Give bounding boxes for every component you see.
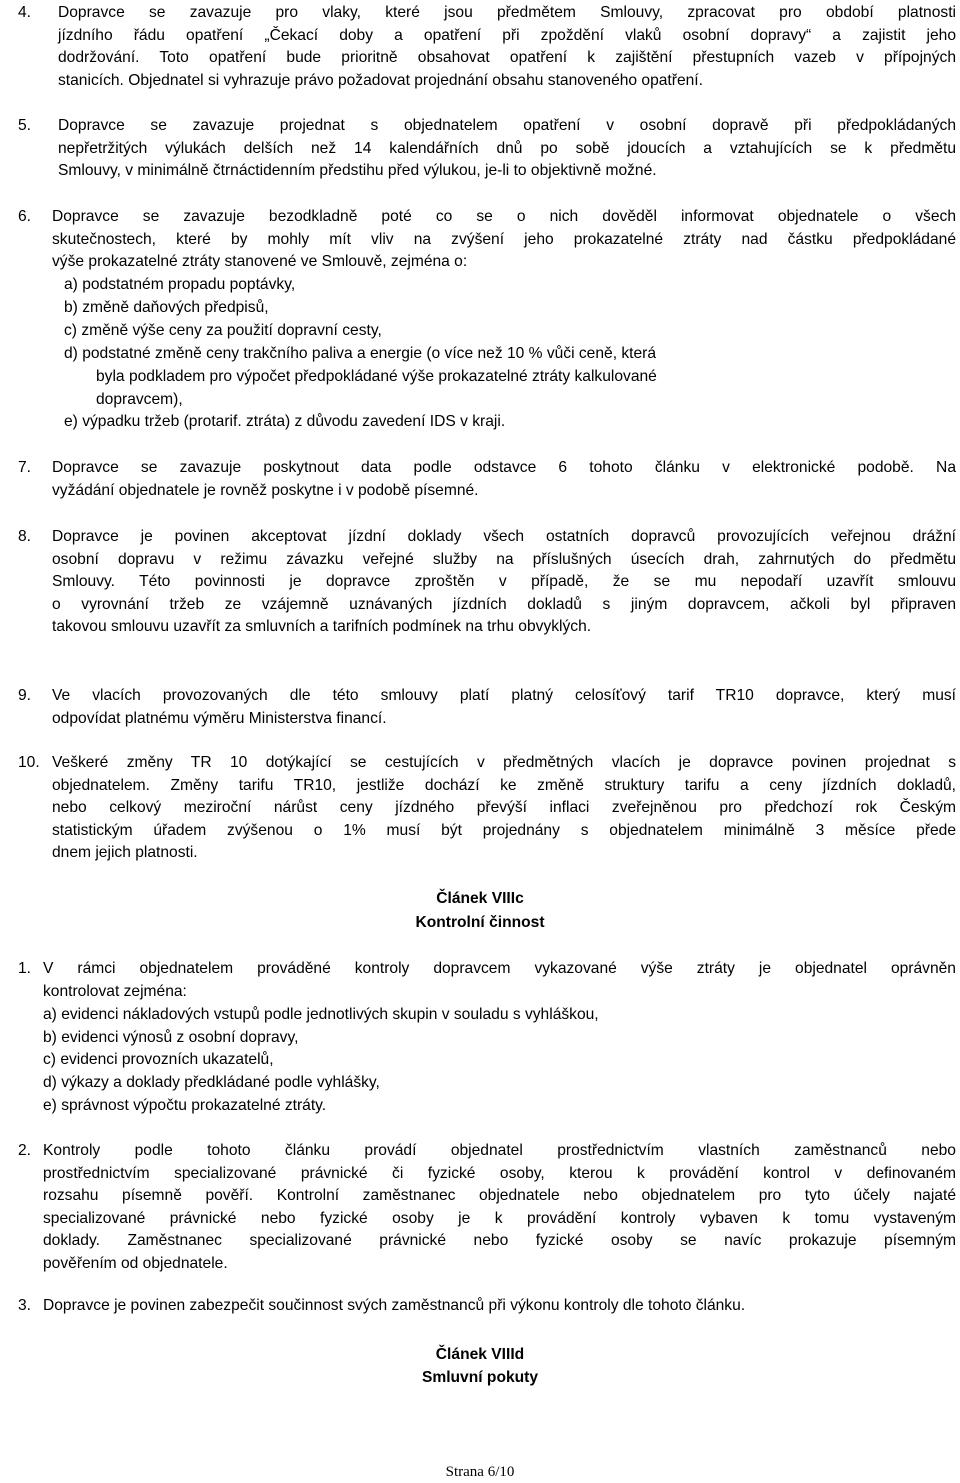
paragraph-number: 2. (18, 1142, 32, 1159)
text-line: Dopravce je povinen zabezpečit součinnost svých zaměstnanců při výkonu kontroly dle tohoto článku. (43, 1297, 746, 1314)
paragraph-10 (18, 752, 956, 888)
list-item: a) podstatném propadu poptávky, (64, 276, 296, 293)
paragraph-number: 7. (18, 459, 32, 476)
control-paragraph-2 (18, 1140, 956, 1298)
text-line: Dopravce je povinen akceptovat jízdní doklady všech ostatních dopravců provozujících veřejnou drážní (52, 528, 956, 545)
list-item: d) výkazy a doklady předkládané podle vyhlášky, (43, 1074, 380, 1091)
text-line: vyžádání objednatele je rovněž poskytne i v podobě písemné. (52, 481, 479, 499)
article-heading-title: Smluvní pokuty (421, 1369, 539, 1386)
paragraph-number: 8. (18, 528, 32, 545)
text-line: o vyrovnání tržeb ze vzájemně uznávaných jízdních dokladů s jiným dopravcem, ačkoli byl připraven (52, 595, 956, 613)
list-item: c) evidenci provozních ukazatelů, (43, 1051, 274, 1068)
text-line: V rámci objednatelem prováděné kontroly dopravcem vykazované výše ztráty je objednatel oprávněn (43, 960, 956, 977)
text-line: specializované právnické nebo fyzické osoby je k provádění kontroly vybaven k tomu vystaveným (43, 1209, 956, 1227)
paragraph-5 (18, 115, 956, 205)
text-line: rozsahu písemně pověří. Kontrolní zaměstnanec objednatele nebo objednatelem pro tyto účely najaté (43, 1187, 956, 1205)
paragraph-number: 9. (18, 687, 32, 704)
article-heading-number: Článek VIIId (435, 1346, 525, 1363)
text-line: doklady. Zaměstnanec specializované právnické nebo fyzické osoby se navíc prokazuje písemným (43, 1232, 956, 1250)
text-line: Kontroly podle tohoto článku provádí objednatel prostřednictvím vlastních zaměstnanců nebo (43, 1142, 956, 1159)
paragraph-number: 10. (18, 754, 40, 771)
text-line: dodržování. Toto opatření bude prioritně obsahovat opatření k zajištění přestupních vazeb v přípojných (58, 49, 956, 67)
list-item: a) evidenci nákladových vstupů podle jednotlivých skupin v souladu s vyhláškou, (43, 1006, 599, 1023)
paragraph-8 (18, 526, 956, 662)
article-heading-title: Kontrolní činnost (415, 914, 545, 931)
paragraph-number: 5. (18, 117, 32, 134)
control-paragraph-3 (18, 1295, 956, 1340)
text-line: osobní dopravu v režimu závazku veřejné služby na příslušných úsecích drah, zahrnutých do předmětu (52, 550, 956, 568)
list-item: b) změně daňových předpisů, (64, 299, 269, 316)
text-line: nebo celkový meziroční nárůst ceny jízdného převýší inflaci zveřejněnou pro předchozí rok Českým (52, 799, 956, 817)
paragraph-number: 4. (18, 4, 32, 21)
list-item: e) výpadku tržeb (protarif. ztráta) z důvodu zavedení IDS v kraji. (64, 413, 506, 430)
text-line: Dopravce se zavazuje projednat s objednatelem opatření v osobní dopravě při předpokládaných (58, 117, 956, 134)
list-item-continuation: dopravcem), (96, 391, 183, 408)
text-line: dnem jejich platnosti. (52, 844, 198, 862)
text-line: stanicích. Objednatel si vyhrazuje právo požadovat projednání obsahu stanoveného opatření. (58, 71, 703, 89)
text-line: Dopravce se zavazuje poskytnout data podle odstavce 6 tohoto článku v elektronické podobě. Na (52, 459, 956, 476)
text-line: prostřednictvím specializované právnické či fyzické osoby, kterou k provádění kontrol v definovaném (43, 1164, 956, 1182)
text-line: výše prokazatelné ztráty stanovené ve Smlouvě, zejména o: (52, 253, 468, 271)
text-line: pověřením od objednatele. (43, 1254, 228, 1272)
list-item: d) podstatné změně ceny trakčního paliva a energie (o více než 10 % vůči ceně, která (64, 345, 657, 362)
list-item: e) správnost výpočtu prokazatelné ztráty. (43, 1097, 327, 1114)
paragraph-4 (18, 2, 956, 115)
text-line: nepřetržitých výlukách delších než 14 kalendářních dnů po sobě jdoucích a vztahujících se k předmětu (58, 139, 956, 157)
article-heading-number: Článek VIIIc (436, 890, 524, 907)
list-item: c) změně výše ceny za použití dopravní cesty, (64, 322, 382, 339)
text-line: Ve vlacích provozovaných dle této smlouvy platí platný celosíťový tarif TR10 dopravce, který musí (52, 687, 956, 704)
text-line: kontrolovat zejména: (43, 982, 187, 1000)
paragraph-number: 6. (18, 208, 32, 225)
list-item-continuation: byla podkladem pro výpočet předpokládané výše prokazatelné ztráty kalkulované (96, 368, 657, 385)
text-line: takovou smlouvu uzavřít za smluvních a tarifních podmínek na trhu obvyklých. (52, 618, 592, 636)
paragraph-number: 1. (18, 960, 32, 977)
text-line: Smlouvy, v minimálně čtrnáctidenním předstihu před výlukou, je-li to objektivně možné. (58, 162, 657, 180)
text-line: jízdního řádu opatření „Čekací doby a opatření při zpoždění vlaků osobní dopravy“ a zajistit jeho (58, 26, 956, 44)
text-line: statistickým úřadem zvýšenou o 1% musí být projednány s objednatelem minimálně 3 měsíce přede (52, 821, 956, 839)
page-number: Strana 6/10 (445, 1464, 515, 1480)
text-line: objednatelem. Změny tarifu TR10, jestliže dochází ke změně struktury tarifu a ceny jízdních dokladů, (52, 776, 956, 794)
paragraph-number: 3. (18, 1297, 32, 1314)
text-line: Dopravce se zavazuje pro vlaky, které jsou předmětem Smlouvy, zpracovat pro období platnosti (58, 4, 956, 21)
text-line: odpovídat platnému výměru Ministerstva financí. (52, 709, 387, 727)
text-line: Smlouvy. Této povinnosti je dopravce zproštěn v případě, že se mu nepodaří uzavřít smlouvu (52, 573, 956, 591)
text-line: skutečnostech, které by mohly mít vliv na zvýšení jeho prokazatelné ztráty nad částku předpokládané (52, 230, 956, 248)
list-item: b) evidenci výnosů z osobní dopravy, (43, 1029, 299, 1046)
text-line: Dopravce se zavazuje bezodkladně poté co se o nich dověděl informovat objednatele o všech (52, 208, 956, 225)
text-line: Veškeré změny TR 10 dotýkající se cestujících v předmětných vlacích je dopravce povinen projednat s (52, 754, 956, 771)
paragraph-9 (18, 685, 956, 753)
paragraph-7 (18, 457, 956, 525)
